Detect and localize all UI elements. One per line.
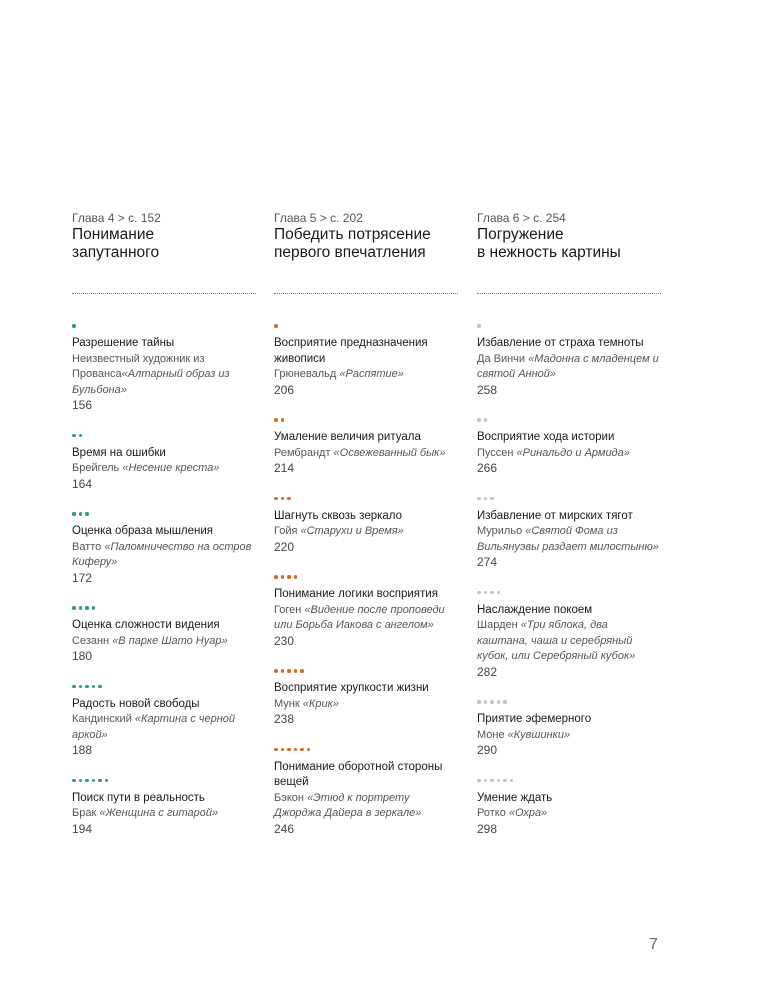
dot-icon (281, 748, 285, 752)
artist-name: Грюневальд (274, 368, 340, 380)
artwork-title: «Три яблока, два каштана, чаша и серебряный кубок, или Серебряный кубок» (477, 619, 636, 662)
toc-entry[interactable] (477, 777, 661, 838)
entry-artwork (274, 603, 458, 634)
artwork-title: «В парке Шато Нуар» (112, 634, 228, 647)
artist-name: Брейгель (72, 462, 123, 474)
dot-icon (79, 779, 83, 783)
toc-entry[interactable] (477, 698, 661, 759)
entry-title: Наслаждение покоем (477, 603, 593, 616)
dot-icon (72, 512, 76, 516)
dot-icon (274, 575, 278, 579)
toc-entry[interactable] (274, 322, 458, 398)
entry-page-number: 258 (477, 382, 498, 397)
artwork-title: «Распятие» (339, 368, 404, 380)
toc-entry[interactable] (274, 495, 458, 556)
section-dots-marker (477, 495, 661, 503)
dot-icon (281, 418, 285, 422)
artist-name: Гойя (274, 525, 301, 537)
toc-entry[interactable] (274, 746, 458, 838)
dot-icon (484, 700, 488, 704)
artist-name: Да Винчи (477, 352, 529, 365)
entry-list (72, 322, 256, 855)
dot-icon (274, 324, 278, 328)
section-dots-marker (274, 416, 458, 424)
dot-icon (484, 591, 488, 595)
dot-icon (281, 575, 285, 579)
artist-name: Мурильо (477, 525, 526, 537)
dot-icon (477, 591, 481, 595)
artist-name: Шарден (477, 619, 521, 631)
entry-title: Умение ждать (477, 791, 553, 804)
chapter-title-line: запутанного (72, 244, 160, 261)
toc-entry[interactable] (72, 777, 256, 838)
dot-icon (274, 748, 278, 752)
chapter-column-5 (274, 211, 458, 836)
artwork-title: «Видение после проповеди или Борьба Иакова с ангелом» (274, 603, 445, 631)
entry-page-number: 230 (274, 633, 295, 648)
dot-icon (490, 700, 494, 704)
chapter-title-line: Победить потрясение (274, 226, 431, 243)
entry-list (274, 322, 458, 855)
entry-title: Восприятие предназначения живописи (274, 337, 428, 365)
entry-artwork (477, 806, 661, 822)
section-dots-marker (274, 667, 458, 675)
dot-icon (503, 700, 507, 704)
dot-icon (274, 669, 278, 673)
artwork-title: «Крик» (302, 697, 339, 710)
artwork-title: «Кувшинки» (507, 728, 571, 741)
section-dots-marker (477, 589, 661, 597)
artwork-title: «Женщина с гитарой» (99, 807, 219, 819)
dot-icon (274, 497, 278, 501)
dot-icon (484, 779, 488, 783)
section-dots-marker (72, 432, 256, 440)
chapter-reference: Глава 6 > с. 254 (477, 211, 566, 225)
chapter-reference: Глава 4 > с. 152 (72, 211, 161, 225)
artist-name: Мунк (274, 697, 303, 710)
dot-icon (490, 497, 494, 501)
entry-title: Разрешение тайны (72, 337, 175, 349)
section-dots-marker (274, 573, 458, 581)
chapter-title-line: Понимание (72, 226, 155, 243)
entry-title: Понимание логики восприятия (274, 588, 438, 600)
dot-icon (85, 606, 89, 610)
dot-icon (72, 606, 76, 610)
entry-artwork (477, 352, 661, 383)
entry-title: Понимание оборотной стороны вещей (274, 760, 443, 788)
entry-page-number: 164 (72, 476, 93, 491)
artist-name: Моне (477, 728, 508, 741)
dot-icon (79, 606, 83, 610)
toc-entry[interactable] (72, 432, 256, 493)
entry-page-number: 206 (274, 382, 295, 397)
entry-page-number: 298 (477, 821, 498, 836)
dot-icon (287, 497, 291, 501)
dot-icon (72, 779, 76, 783)
entry-artwork (72, 634, 256, 650)
dot-icon (274, 418, 278, 422)
entry-title: Шагнуть сквозь зеркало (274, 509, 403, 522)
page-number: 7 (649, 936, 658, 953)
section-dots-marker (72, 510, 256, 518)
chapter-title (274, 226, 458, 262)
dot-icon (294, 575, 298, 579)
section-dots-marker (477, 322, 661, 330)
artist-name: Ватто (72, 540, 105, 553)
entry-artwork (72, 352, 256, 399)
entry-title: Избавление от страха темноты (477, 337, 644, 349)
chapter-title (477, 226, 661, 262)
artist-name: Неизвестный художник из Прованса (72, 352, 205, 380)
artwork-title: «Алтарный образ из Бульбона» (72, 368, 230, 396)
dot-icon (484, 497, 488, 501)
toc-entry[interactable] (477, 589, 661, 681)
dot-icon (72, 434, 76, 438)
entry-page-number: 220 (274, 539, 295, 554)
dot-icon (85, 512, 89, 516)
toc-entry[interactable] (477, 495, 661, 571)
dotted-divider (72, 293, 256, 294)
artwork-title: «Старухи и Время» (300, 525, 404, 537)
entry-title: Восприятие хрупкости жизни (274, 682, 429, 694)
section-dots-marker (477, 698, 661, 706)
dot-icon (92, 606, 96, 610)
dot-icon (477, 497, 481, 501)
entry-title: Избавление от мирских тягот (477, 509, 633, 522)
dot-icon (281, 669, 285, 673)
entry-artwork (274, 791, 458, 822)
entry-page-number: 282 (477, 664, 498, 679)
dot-icon (307, 748, 311, 752)
entry-artwork (477, 728, 661, 744)
artwork-title: «Несение креста» (122, 462, 220, 474)
dot-icon (72, 685, 76, 689)
entry-page-number: 274 (477, 555, 498, 569)
dot-icon (98, 779, 102, 783)
entry-artwork (477, 524, 661, 555)
entry-page-number: 180 (72, 649, 93, 663)
toc-entry[interactable] (72, 604, 256, 665)
entry-title: Оценка образа мышления (72, 525, 214, 537)
entry-artwork (72, 540, 256, 571)
dot-icon (300, 669, 304, 673)
dot-icon (92, 779, 96, 783)
dot-icon (294, 669, 298, 673)
entry-title: Радость новой свободы (72, 697, 200, 710)
artist-name: Сезанн (72, 634, 113, 647)
dot-icon (490, 591, 494, 595)
dot-icon (85, 685, 89, 689)
entry-title: Восприятие хода истории (477, 431, 615, 443)
chapter-title-line: в нежность картины (477, 244, 621, 261)
entry-page-number: 214 (274, 461, 295, 475)
artist-name: Бэкон (274, 791, 308, 804)
entry-artwork (274, 524, 458, 540)
dot-icon (281, 497, 285, 501)
artist-name: Гоген (274, 603, 305, 616)
dot-icon (477, 324, 481, 328)
section-dots-marker (72, 604, 256, 612)
entry-page-number: 194 (72, 821, 93, 836)
entry-page-number: 238 (274, 712, 295, 726)
dot-icon (85, 779, 89, 783)
dot-icon (287, 575, 291, 579)
entry-artwork (274, 446, 458, 462)
artwork-title: «Ринальдо и Армида» (516, 446, 630, 459)
entry-page-number: 156 (72, 398, 93, 412)
entry-list (477, 322, 661, 855)
dot-icon (503, 779, 507, 783)
toc-entry[interactable] (477, 416, 661, 477)
dotted-divider (274, 293, 458, 294)
entry-artwork (274, 367, 458, 383)
toc-entry[interactable] (72, 683, 256, 759)
entry-artwork (274, 697, 458, 713)
artwork-title: «Картина с черной аркой» (72, 713, 236, 741)
chapter-column-4 (72, 211, 256, 836)
artist-name: Ротко (477, 807, 509, 819)
toc-entry[interactable] (72, 322, 256, 414)
section-dots-marker (477, 416, 661, 424)
artwork-title: «Освежеванный бык» (333, 446, 446, 459)
artist-name: Пуссен (477, 446, 517, 459)
dot-icon (477, 418, 481, 422)
section-dots-marker (274, 746, 458, 754)
entry-title: Приятие эфемерного (477, 713, 592, 725)
toc-entry[interactable] (274, 667, 458, 728)
dot-icon (477, 700, 481, 704)
artwork-title: «Паломничество на остров Киферу» (72, 540, 252, 568)
entry-page-number: 172 (72, 570, 93, 585)
artist-name: Кандинский (72, 713, 135, 725)
toc-entry[interactable] (274, 416, 458, 477)
entry-artwork (72, 461, 256, 477)
artwork-title: «Этюд к портрету Джорджа Дайера в зеркале» (274, 791, 422, 819)
entry-title: Умаление величия ритуала (274, 431, 421, 443)
dot-icon (92, 685, 96, 689)
dot-icon (477, 779, 481, 783)
dot-icon (490, 779, 494, 783)
artwork-title: «Охра» (508, 807, 548, 819)
chapter-title-line: первого впечатления (274, 244, 426, 261)
entry-page-number: 188 (72, 743, 93, 757)
dot-icon (497, 700, 501, 704)
section-dots-marker (477, 777, 661, 785)
artist-name: Брак (72, 807, 100, 819)
toc-entry[interactable] (72, 510, 256, 586)
entry-page-number: 246 (274, 821, 295, 836)
entry-page-number: 266 (477, 461, 498, 475)
dot-icon (497, 779, 501, 783)
dot-icon (497, 591, 501, 595)
section-dots-marker (274, 495, 458, 503)
chapter-reference: Глава 5 > с. 202 (274, 211, 363, 225)
dot-icon (72, 324, 76, 328)
toc-entry[interactable] (274, 573, 458, 649)
chapter-column-6 (477, 211, 661, 836)
toc-entry[interactable] (477, 322, 661, 398)
dot-icon (300, 748, 304, 752)
entry-page-number: 290 (477, 743, 498, 757)
section-dots-marker (72, 683, 256, 691)
dot-icon (98, 685, 102, 689)
entry-title: Время на ошибки (72, 446, 166, 459)
dotted-divider (477, 293, 661, 294)
section-dots-marker (72, 322, 256, 330)
dot-icon (105, 779, 109, 783)
chapter-title-line: Погружение (477, 226, 564, 243)
artwork-title: «Мадонна с младенцем и святой Анной» (477, 352, 659, 380)
entry-title: Оценка сложности видения (72, 619, 220, 631)
dot-icon (294, 748, 298, 752)
entry-artwork (477, 618, 661, 665)
entry-artwork (477, 446, 661, 462)
artist-name: Рембрандт (274, 446, 334, 459)
dot-icon (287, 748, 291, 752)
artwork-title: «Святой Фома из Вильянуэвы раздает милостыню» (477, 525, 659, 553)
dot-icon (79, 434, 83, 438)
dot-icon (287, 669, 291, 673)
entry-artwork (72, 806, 256, 822)
entry-title: Поиск пути в реальность (72, 791, 205, 804)
dot-icon (484, 418, 488, 422)
dot-icon (79, 512, 83, 516)
section-dots-marker (72, 777, 256, 785)
dot-icon (510, 779, 514, 783)
chapter-title (72, 226, 256, 262)
dot-icon (79, 685, 83, 689)
entry-artwork (72, 712, 256, 743)
section-dots-marker (274, 322, 458, 330)
